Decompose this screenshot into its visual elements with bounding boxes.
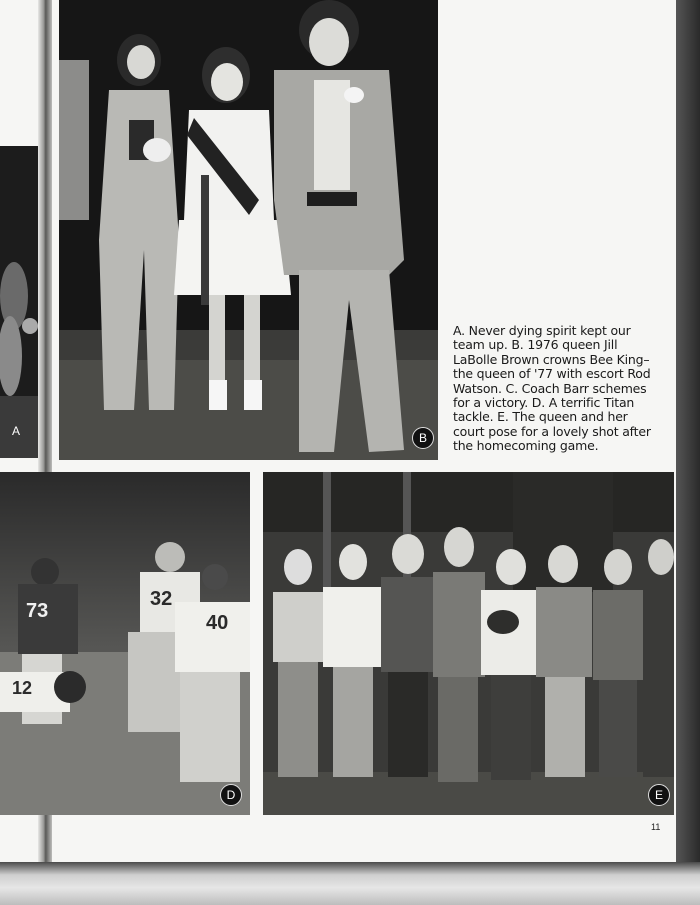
jersey-number-32: 32 <box>150 588 173 610</box>
jersey-number-40: 40 <box>206 612 229 634</box>
photo-a-spirit <box>0 146 40 458</box>
jersey-number-73: 73 <box>26 600 49 622</box>
page-number: 11 <box>651 822 661 832</box>
photo-d-label: D <box>220 784 242 806</box>
photo-e-label: E <box>648 784 670 806</box>
page-edge-shadow <box>676 0 700 862</box>
photo-a-label: A <box>12 424 21 438</box>
photo-d-tackle <box>0 472 250 815</box>
photo-caption: A. Never dying spirit kept our team up. B. 1976 queen Jill LaBolle Brown crowns Bee King–the queen of '77 with escort Rod Watson. C. Coach Barr schemes for a victory. D. A terrific Titan tackle. E. The queen and her court pose for a lovely shot after the homecoming game. <box>453 323 651 454</box>
book-binding-edge <box>0 862 700 905</box>
photo-e-homecoming-court <box>263 472 674 815</box>
photo-b-label: B <box>412 427 434 449</box>
jersey-number-12: 12 <box>12 678 33 698</box>
photo-b-crowning <box>59 0 438 460</box>
